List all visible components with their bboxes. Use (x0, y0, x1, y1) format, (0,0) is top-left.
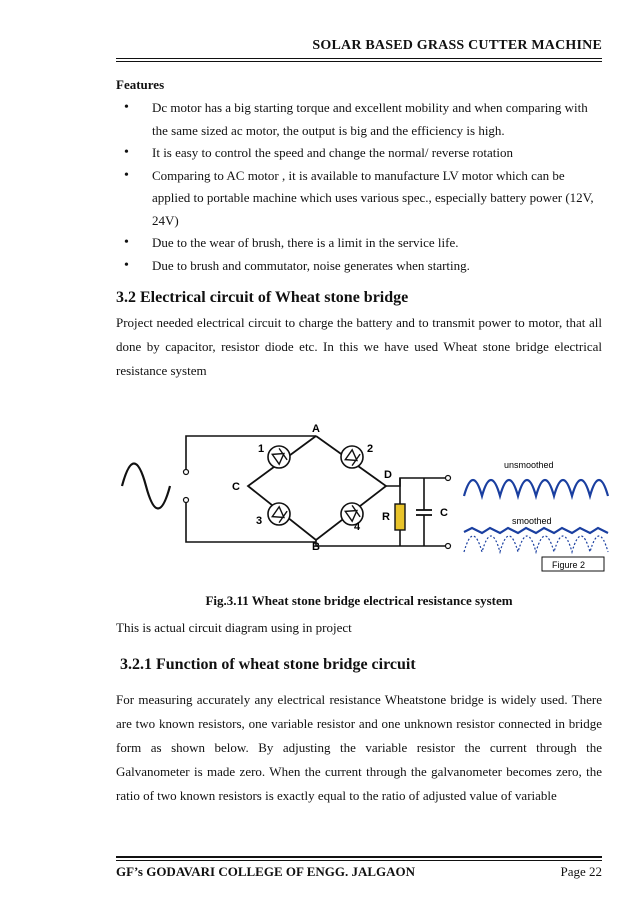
smoothed-waveform (464, 528, 608, 533)
figure-note: This is actual circuit diagram using in project (116, 620, 352, 635)
list-item-text: It is easy to control the speed and change the normal/ reverse rotation (152, 145, 513, 160)
list-item (116, 97, 602, 142)
list-item (116, 165, 602, 233)
output-terminal-bottom (446, 544, 451, 549)
node-label-a: A (312, 423, 320, 435)
resistor (395, 504, 405, 530)
list-item (116, 232, 602, 255)
header-rule (116, 58, 602, 59)
ac-sine-wave (122, 464, 170, 509)
diode-label-2: 2 (367, 443, 374, 455)
input-wire-top (186, 436, 316, 470)
list-item-text: Due to brush and commutator, noise generates when starting. (152, 257, 470, 273)
resistor-label: R (382, 511, 390, 523)
header-rule-thin (116, 61, 602, 62)
main-content (116, 76, 602, 383)
bullet-icon: • (124, 100, 129, 115)
input-terminal-bottom (184, 498, 189, 503)
features-list (116, 97, 602, 277)
list-item (116, 255, 602, 278)
section-3-2-1-paragraph: For measuring accurately any electrical resistance Wheatstone bridge is widely used. There are two known resistors, one variable resistor and one unknown resistor connected in bridge form as shown below. By adjusting the variable resistor the current through the Galvanometer is made zero. When the current through the galvanometer becomes zero, the ratio of two known resistors is exactly equal to the ratio of adjusted value of variable (116, 692, 602, 803)
list-item-text: Due to the wear of brush, there is a limit in the service life. (152, 235, 459, 250)
diode-1 (268, 446, 290, 468)
footer-rule (116, 856, 602, 858)
capacitor-label: C (440, 507, 448, 519)
diode-label-1: 1 (258, 443, 265, 455)
footer-page-number: Page 22 (560, 864, 602, 879)
output-terminal-top (446, 476, 451, 481)
unsmoothed-label: unsmoothed (504, 460, 554, 470)
features-heading: Features (116, 77, 165, 92)
list-item-text: Dc motor has a big starting torque and excellent mobility and when comparing with the same sized ac motor, the output is big and the efficiency is high. (152, 100, 588, 138)
unsmoothed-waveform (464, 480, 608, 496)
input-wire-bottom (186, 502, 316, 542)
diode-label-4: 4 (354, 521, 361, 533)
node-label-d: D (384, 469, 392, 481)
bullet-icon: • (124, 167, 129, 183)
footer-college: GF’s GODAVARI COLLEGE OF ENGG. JALGAON (116, 864, 416, 879)
bullet-icon: • (124, 145, 129, 160)
section-heading-3-2: 3.2 Electrical circuit of Wheat stone bridge (116, 289, 409, 306)
list-item (116, 142, 602, 165)
bridge-circuit-figure (116, 416, 610, 586)
figure-box-label: Figure 2 (552, 560, 586, 570)
diode-2 (341, 446, 363, 468)
input-terminal-top (184, 470, 189, 475)
bullet-icon: • (124, 257, 129, 273)
page-header-title: SOLAR BASED GRASS CUTTER MACHINE (312, 38, 602, 53)
output-wire-top (386, 478, 446, 486)
node-label-c: C (232, 481, 240, 493)
list-item-text: Comparing to AC motor , it is available to manufacture LV motor which can be applied to portable machine which uses various spec., especially battery power (12V, 24V) (152, 167, 594, 228)
footer-rule-thin (116, 860, 602, 861)
diode-3 (268, 503, 290, 525)
bullet-icon: • (124, 235, 129, 250)
smoothed-label: smoothed (512, 516, 552, 526)
section-heading-3-2-1: 3.2.1 Function of wheat stone bridge circuit (120, 656, 416, 673)
figure-caption: Fig.3.11 Wheat stone bridge electrical resistance system (205, 593, 513, 608)
node-label-b: B (312, 541, 320, 553)
smoothed-ripple-envelope (464, 536, 608, 552)
section-3-2-paragraph: Project needed electrical circuit to charge the battery and to transmit power to motor, that all done by capacitor, resistor diode etc. In this we have used Wheat stone bridge electrical resistance system (116, 315, 602, 378)
output-wire-bottom (316, 540, 446, 546)
diode-label-3: 3 (256, 515, 263, 527)
